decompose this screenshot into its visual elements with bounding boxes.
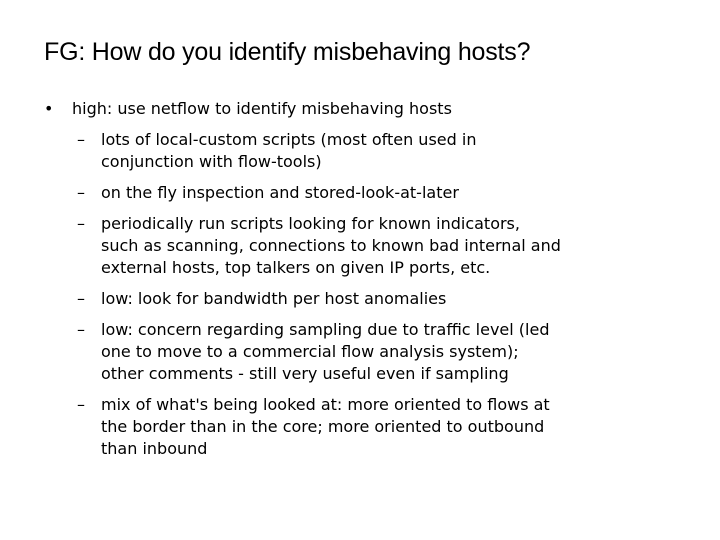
sub-bullet-line: one to move to a commercial flow analysis system); bbox=[101, 342, 519, 361]
bullet-marker: • bbox=[44, 99, 54, 118]
sub-bullet-local-scripts bbox=[44, 129, 694, 173]
sub-bullet-sampling bbox=[44, 319, 694, 385]
bullet-list bbox=[44, 98, 694, 469]
sub-bullet-line: than inbound bbox=[101, 439, 208, 458]
sub-bullet-line: lots of local-custom scripts (most often used in bbox=[101, 130, 477, 149]
sub-bullet-bandwidth bbox=[44, 288, 694, 310]
sub-bullet-line: the border than in the core; more oriented to outbound bbox=[101, 417, 545, 436]
dash-marker: – bbox=[77, 183, 85, 202]
sub-bullet-mix bbox=[44, 394, 694, 460]
sub-bullet-line: periodically run scripts looking for known indicators, bbox=[101, 214, 520, 233]
sub-bullet-line: on the fly inspection and stored-look-at-later bbox=[101, 183, 459, 202]
sub-bullet-line: external hosts, top talkers on given IP ports, etc. bbox=[101, 258, 491, 277]
sub-bullet-line: low: concern regarding sampling due to traffic level (led bbox=[101, 320, 550, 339]
sub-bullet-line: conjunction with flow-tools) bbox=[101, 152, 322, 171]
sub-bullet-line: other comments - still very useful even if sampling bbox=[101, 364, 509, 383]
sub-bullet-line: mix of what's being looked at: more oriented to flows at bbox=[101, 395, 550, 414]
sub-bullet-periodic-scripts bbox=[44, 213, 694, 279]
dash-marker: – bbox=[77, 320, 85, 339]
sub-bullet-line: such as scanning, connections to known bad internal and bbox=[101, 236, 561, 255]
main-bullet-text: high: use netflow to identify misbehaving hosts bbox=[72, 99, 452, 118]
sub-bullet-line: low: look for bandwidth per host anomalies bbox=[101, 289, 447, 308]
dash-marker: – bbox=[77, 395, 85, 414]
sub-bullet-inspection bbox=[44, 182, 694, 204]
dash-marker: – bbox=[77, 289, 85, 308]
dash-marker: – bbox=[77, 214, 85, 233]
main-bullet bbox=[44, 98, 694, 120]
sub-bullet-list bbox=[44, 129, 694, 460]
slide-title: FG: How do you identify misbehaving hosts? bbox=[44, 38, 531, 66]
dash-marker: – bbox=[77, 130, 85, 149]
